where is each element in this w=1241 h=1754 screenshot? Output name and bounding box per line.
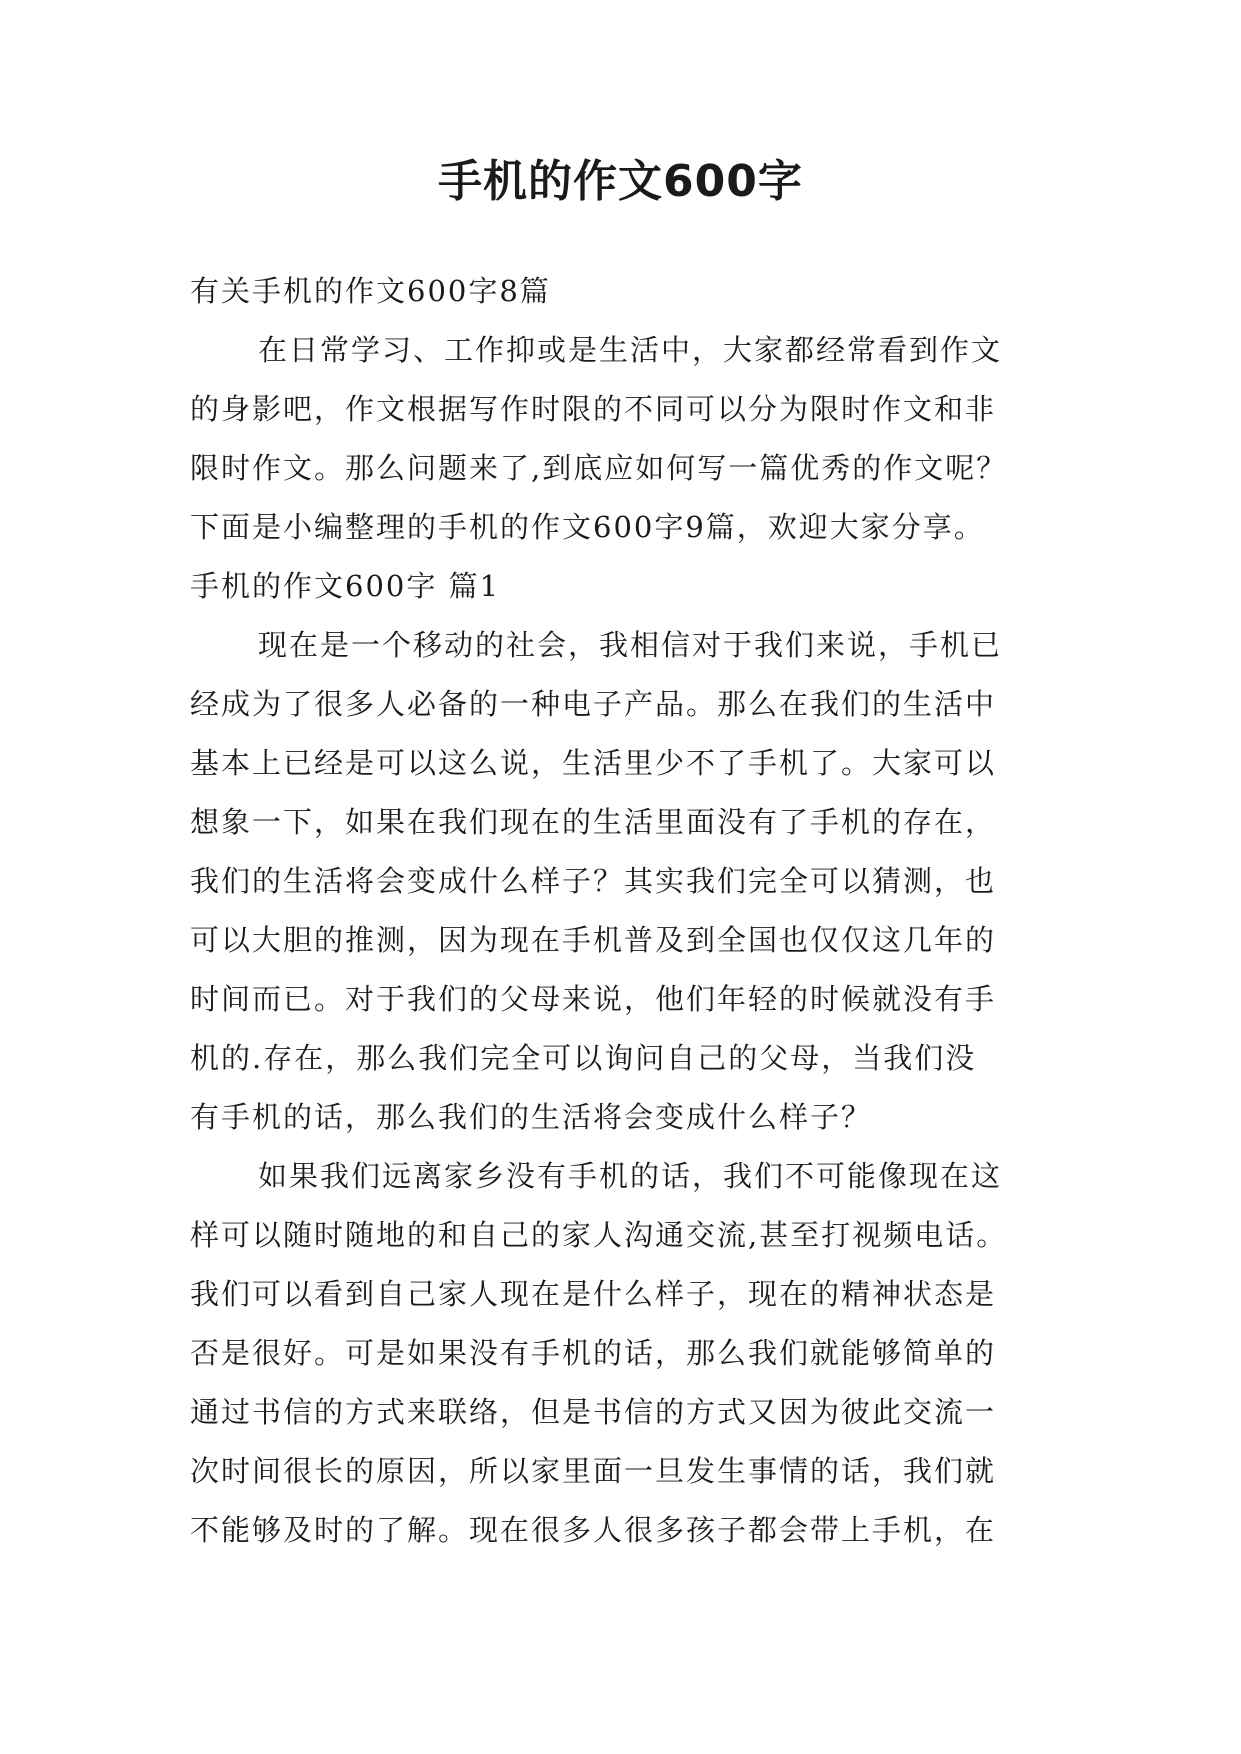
paragraph-line: 机的.存在，那么我们完全可以询问自己的父母，当我们没 <box>190 1041 977 1075</box>
paragraph-line: 可以大胆的推测，因为现在手机普及到全国也仅仅这几年的 <box>190 923 997 957</box>
paragraph-line: 经成为了很多人必备的一种电子产品。那么在我们的生活中 <box>190 687 997 721</box>
subtitle-line: 有关手机的作文600字8篇 <box>190 274 551 308</box>
paragraph-line: 我们可以看到自己家人现在是什么样子，现在的精神状态是 <box>190 1277 997 1311</box>
section-heading: 手机的作文600字 篇1 <box>190 569 501 603</box>
paragraph-line: 不能够及时的了解。现在很多人很多孩子都会带上手机，在 <box>190 1513 997 1547</box>
paragraph-line: 基本上已经是可以这么说，生活里少不了手机了。大家可以 <box>190 746 997 780</box>
document-body <box>190 262 1070 1560</box>
paragraph-line: 如果我们远离家乡没有手机的话，我们不可能像现在这 <box>258 1159 1003 1193</box>
paragraph-line: 有手机的话，那么我们的生活将会变成什么样子？ <box>190 1100 873 1134</box>
intro-line: 的身影吧，作文根据写作时限的不同可以分为限时作文和非 <box>190 392 997 426</box>
paragraph-line: 现在是一个移动的社会，我相信对于我们来说，手机已 <box>258 628 1003 662</box>
intro-line: 在日常学习、工作抑或是生活中，大家都经常看到作文 <box>258 333 1003 367</box>
paragraph-line: 想象一下，如果在我们现在的生活里面没有了手机的存在， <box>190 805 997 839</box>
paragraph-line: 通过书信的方式来联络，但是书信的方式又因为彼此交流一 <box>190 1395 997 1429</box>
document-title: 手机的作文600字 <box>438 156 803 207</box>
paragraph-line: 次时间很长的原因，所以家里面一旦发生事情的话，我们就 <box>190 1454 997 1488</box>
paragraph-line: 否是很好。可是如果没有手机的话，那么我们就能够简单的 <box>190 1336 997 1370</box>
intro-line: 限时作文。那么问题来了,到底应如何写一篇优秀的作文呢？ <box>190 451 1008 485</box>
intro-line: 下面是小编整理的手机的作文600字9篇，欢迎大家分享。 <box>190 510 985 544</box>
paragraph-line: 样可以随时随地的和自己的家人沟通交流,甚至打视频电话。 <box>190 1218 1008 1252</box>
paragraph-line: 时间而已。对于我们的父母来说，他们年轻的时候就没有手 <box>190 982 997 1016</box>
paragraph-line: 我们的生活将会变成什么样子？其实我们完全可以猜测，也 <box>190 864 997 898</box>
